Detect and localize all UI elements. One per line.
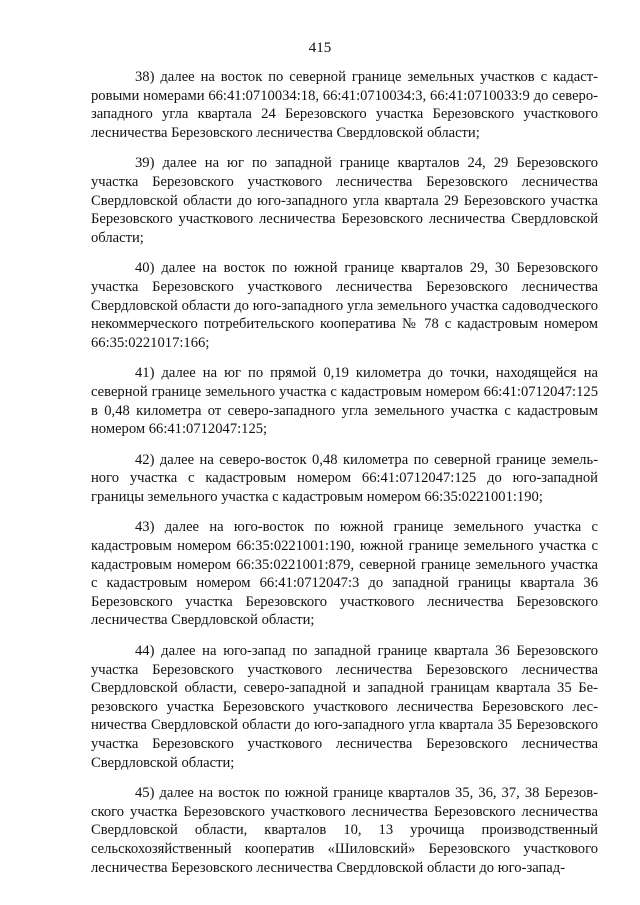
paragraph-42: 42) далее на северо-восток 0,48 километра по северной границе земельного участка с кадастровым номером 66:41:0712047:125 до юго-западной границы земельного участка с кадастровым номером 66:35:0221001:190; [91, 451, 598, 505]
paragraph-39: 39) далее на юг по западной границе кварталов 24, 29 Березовского участка Березовского участкового лесничества Березовского лесничества Свердловской области до юго-западного угла квартала 29 Березовского участка Березовского участкового лесничества Березовского лесничества Свердловской области; [91, 155, 598, 246]
paragraph-43: 43) далее на юго-восток по южной границе земельного участка с кадастровым номером 66:35:0221001:190, южной границе земельного участка с кадастровым номером 66:35:0221001:879, северной границе земельного участка с кадастровым номером 66:41:0712047:3 до западной границы квартала 36 Березовского участка Березовского участкового лесничества Березовского лесничества Свердловской области; [91, 519, 598, 629]
page-number: 415 [308, 40, 332, 56]
document-body [91, 68, 598, 889]
paragraph-38: 38) далее на восток по северной границе земельных участков с кадастровыми номерами 66:41:0710034:18, 66:41:0710034:3, 66:41:0710033:9 до северо-западного угла квартала 24 Березовского участка Березовского участкового лесничества Березовского лесничества Свердловской области; [91, 69, 598, 141]
paragraph-45: 45) далее на восток по южной границе кварталов 35, 36, 37, 38 Березовского участка Березовского участкового лесничества Березовского лесничества Свердловской области, кварталов 10, 13 урочища производственный сельскохозяйственный кооператив «Шиловский» Березовского участкового лесничества Березовского лесничества Свердловской области до юго-запад- [91, 785, 598, 876]
paragraph-41: 41) далее на юг по прямой 0,19 километра до точки, находящейся на северной границе земельного участка с кадастровым номером 66:41:0712047:125 в 0,48 километра от северо-западного угла земельного участка с кадастровым номером 66:41:0712047:125; [91, 365, 598, 438]
paragraph-40: 40) далее на восток по южной границе кварталов 29, 30 Березовского участка Березовского участкового лесничества Березовского лесничества Свердловской области до юго-западного угла земельного участка садоводческого некоммерческого потребительского кооператива № 78 с кадастровым номером 66:35:0221017:166; [91, 260, 598, 351]
paragraph-44: 44) далее на юго-запад по западной границе квартала 36 Березовского участка Березовского участкового лесничества Березовского лесничества Свердловской области, северо-западной и западной границам квартала 35 Березовского участка Березовского участкового лесничества Березовского лесничества Свердловской области до юго-западного угла квартала 35 Березовского участка Березовского участкового лесничества Березовского лесничества Свердловской области; [91, 643, 598, 771]
